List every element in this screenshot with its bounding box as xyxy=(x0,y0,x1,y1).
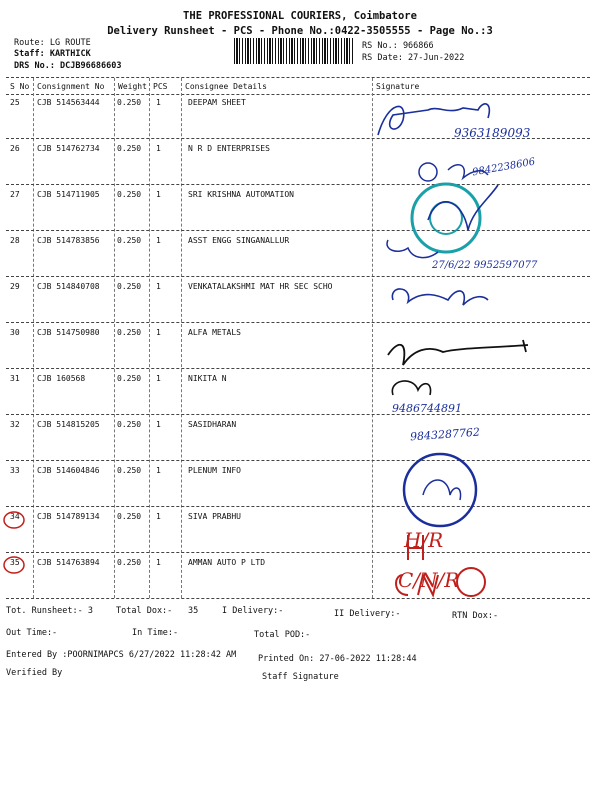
company-title: THE PROFESSIONAL COURIERS, Coimbatore xyxy=(183,10,417,22)
row-sno: 25 xyxy=(10,98,20,107)
circle-mark xyxy=(4,557,24,573)
signature-phone: 9486744891 xyxy=(392,402,462,415)
row-consignment-no: CJB 514763894 xyxy=(37,558,100,567)
total-dox-label: Total Dox:- xyxy=(116,606,173,616)
circled-rows xyxy=(2,508,28,580)
row-pcs: 1 xyxy=(156,374,161,383)
tot-runsheet: Tot. Runsheet:- 3 xyxy=(6,606,93,616)
barcode xyxy=(234,38,354,64)
printed-on: Printed On: 27-06-2022 11:28:44 xyxy=(258,654,417,664)
company-stamp xyxy=(412,184,480,252)
ii-delivery: II Delivery:- xyxy=(334,609,401,619)
col-divider xyxy=(181,78,182,598)
row-consignee: SIVA PRABHU xyxy=(188,512,241,521)
out-time: Out Time:- xyxy=(6,628,58,638)
signature-cnr: C/N/R xyxy=(398,568,460,592)
row-sno: 27 xyxy=(10,190,20,199)
row-consignee: DEEPAM SHEET xyxy=(188,98,246,107)
signature-phone: 27/6/22 9952597077 xyxy=(432,260,538,271)
row-consignment-no: CJB 514762734 xyxy=(37,144,100,153)
col-weight: Weight xyxy=(118,82,147,91)
signature-phone: 9842238606 xyxy=(471,156,537,179)
row-consignment-no: CJB 514711905 xyxy=(37,190,100,199)
row-weight: 0.250 xyxy=(117,420,142,429)
row-sno: 34 xyxy=(10,512,20,521)
row-consignee: N R D ENTERPRISES xyxy=(188,144,270,153)
staff-label: Staff: KARTHICK xyxy=(14,49,91,59)
row-consignee: NIKITA N xyxy=(188,374,227,383)
plenum-stamp xyxy=(404,454,476,526)
row-weight: 0.250 xyxy=(117,282,142,291)
col-signature: Signature xyxy=(376,82,420,91)
in-time: In Time:- xyxy=(132,628,179,638)
total-dox-value: 35 xyxy=(188,606,199,616)
rs-date: RS Date: 27-Jun-2022 xyxy=(362,53,465,63)
row-sno: 28 xyxy=(10,236,20,245)
row-sno: 26 xyxy=(10,144,20,153)
signature-hr: H/R xyxy=(404,528,444,552)
signature-scribble xyxy=(419,163,437,181)
row-consignment-no: CJB 160568 xyxy=(37,374,86,383)
row-consignment-no: CJB 514604846 xyxy=(37,466,100,475)
row-consignee: ASST ENGG SINGANALLUR xyxy=(188,236,290,245)
row-consignee: AMMAN AUTO P LTD xyxy=(188,558,266,567)
header-top-rule xyxy=(6,77,590,78)
row-pcs: 1 xyxy=(156,420,161,429)
runsheet-subtitle: Delivery Runsheet - PCS - Phone No.:0422-3505555 - Page No.:3 xyxy=(107,25,493,37)
row-sno: 32 xyxy=(10,420,20,429)
rs-number: RS No.: 966866 xyxy=(362,41,434,51)
row-consignee: SASIDHARAN xyxy=(188,420,237,429)
row-consignee: SRI KRISHNA AUTOMATION xyxy=(188,190,294,199)
row-weight: 0.250 xyxy=(117,190,142,199)
row-consignee: VENKATALAKSHMI MAT HR SEC SCHO xyxy=(188,282,333,291)
route-label: Route: LG ROUTE xyxy=(14,38,91,48)
row-sno: 30 xyxy=(10,328,20,337)
signature-phone: 9363189093 xyxy=(454,126,531,140)
row-consignee: PLENUM INFO xyxy=(188,466,241,475)
row-pcs: 1 xyxy=(156,98,161,107)
row-sno: 31 xyxy=(10,374,20,383)
circle-mark xyxy=(4,512,24,528)
col-consignee: Consignee Details xyxy=(185,82,267,91)
signature-scribble xyxy=(423,480,461,500)
signature-phone: 9843287762 xyxy=(409,425,481,444)
row-sno: 35 xyxy=(10,558,20,567)
row-weight: 0.250 xyxy=(117,512,142,521)
row-consignment-no: CJB 514563444 xyxy=(37,98,100,107)
drs-number: DRS No.: DCJB96686603 xyxy=(14,61,122,71)
col-divider xyxy=(33,78,34,598)
row-pcs: 1 xyxy=(156,328,161,337)
row-pcs: 1 xyxy=(156,236,161,245)
signature-scribble xyxy=(388,340,528,365)
staff-signature: Staff Signature xyxy=(262,672,339,682)
col-pcs: PCS xyxy=(153,82,168,91)
col-divider xyxy=(114,78,115,598)
verified-by: Verified By xyxy=(6,668,63,678)
i-delivery: I Delivery:- xyxy=(222,606,284,616)
signature-scribble xyxy=(428,185,498,230)
rtn-dox: RTN Dox:- xyxy=(452,611,499,621)
col-divider xyxy=(149,78,150,598)
col-consignment: Consignment No xyxy=(37,82,105,91)
row-consignment-no: CJB 514840708 xyxy=(37,282,100,291)
cnr-circle xyxy=(457,568,485,596)
row-sno: 33 xyxy=(10,466,20,475)
row-weight: 0.250 xyxy=(117,558,142,567)
row-pcs: 1 xyxy=(156,144,161,153)
row-consignment-no: CJB 514789134 xyxy=(37,512,100,521)
signature-scribble xyxy=(392,289,488,305)
row-pcs: 1 xyxy=(156,512,161,521)
row-pcs: 1 xyxy=(156,282,161,291)
row-pcs: 1 xyxy=(156,190,161,199)
entered-by: Entered By :POORNIMAPCS 6/27/2022 11:28:42 AM xyxy=(6,650,237,660)
signature-scribble xyxy=(392,381,430,395)
row-consignee: ALFA METALS xyxy=(188,328,241,337)
row-weight: 0.250 xyxy=(117,98,142,107)
row-weight: 0.250 xyxy=(117,374,142,383)
row-weight: 0.250 xyxy=(117,466,142,475)
row-weight: 0.250 xyxy=(117,328,142,337)
row-consignment-no: CJB 514783856 xyxy=(37,236,100,245)
row-pcs: 1 xyxy=(156,558,161,567)
row-pcs: 1 xyxy=(156,466,161,475)
total-pod: Total POD:- xyxy=(254,630,311,640)
row-weight: 0.250 xyxy=(117,236,142,245)
row-consignment-no: CJB 514750980 xyxy=(37,328,100,337)
row-weight: 0.250 xyxy=(117,144,142,153)
row-consignment-no: CJB 514815205 xyxy=(37,420,100,429)
row-sno: 29 xyxy=(10,282,20,291)
col-sno: S No xyxy=(10,82,30,91)
